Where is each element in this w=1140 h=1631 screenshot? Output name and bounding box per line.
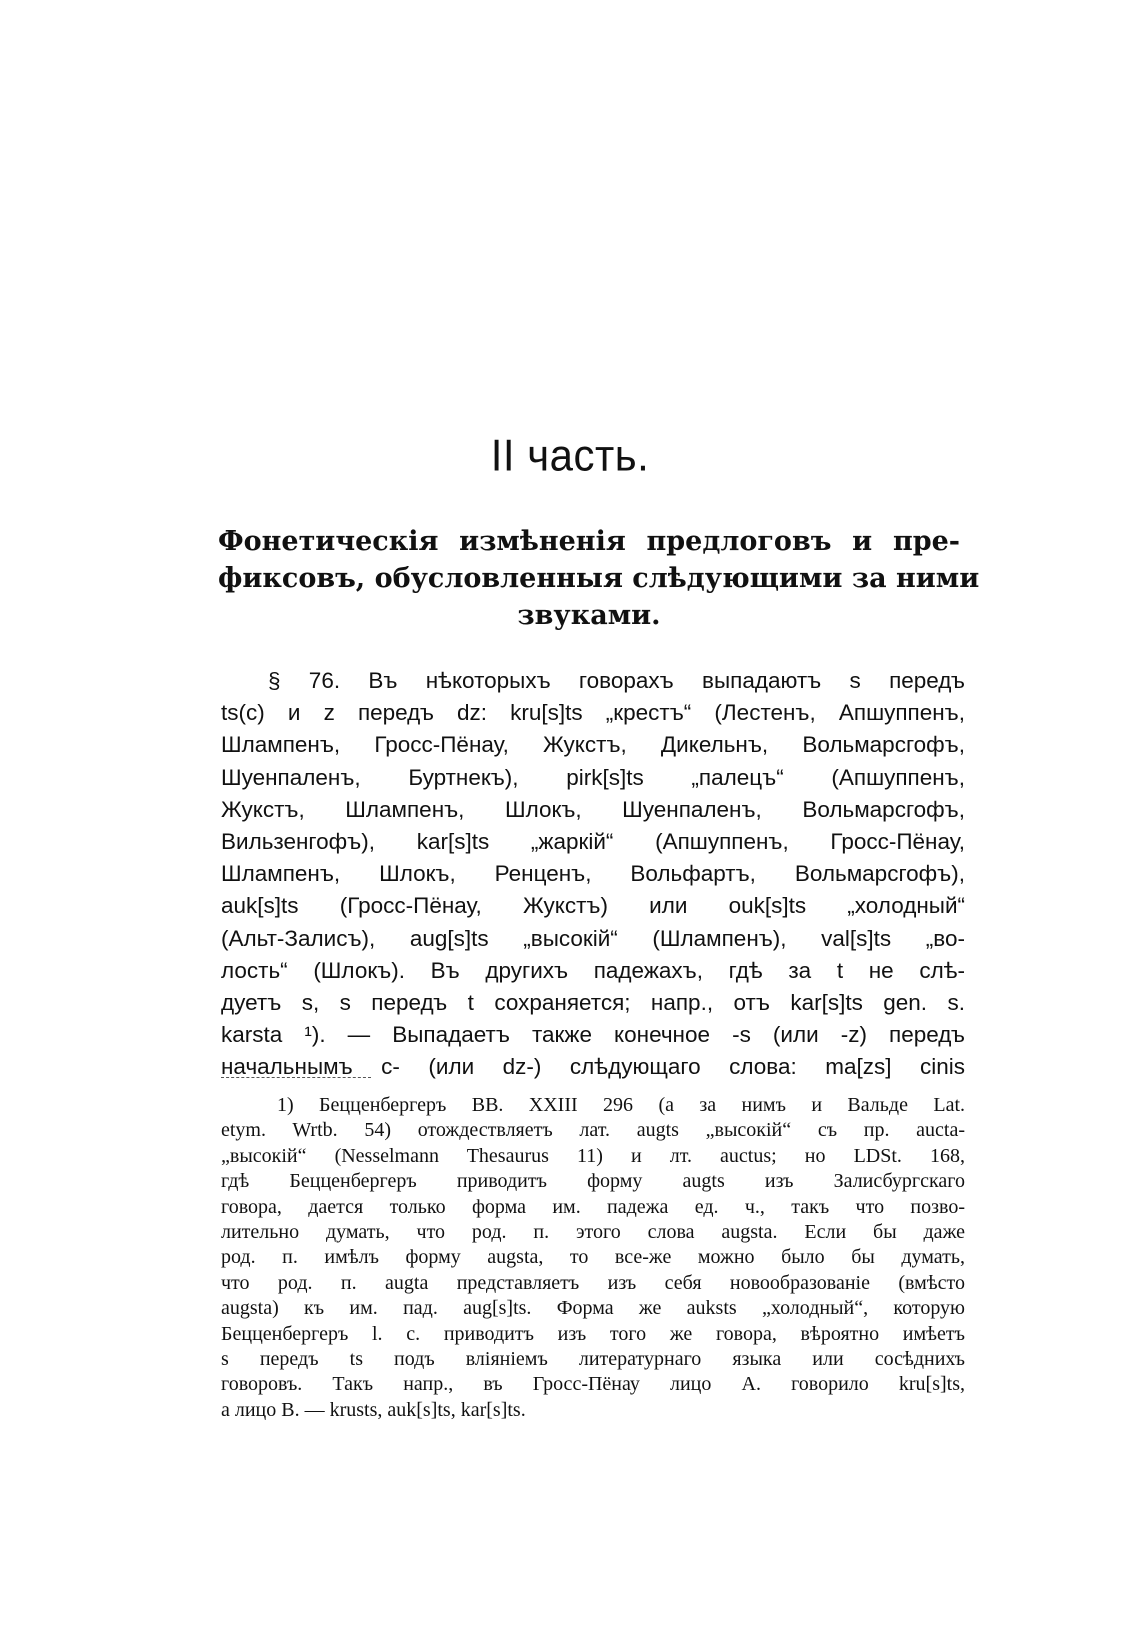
footnote-line: лительно думать, что род. п. этого слова augsta. Если бы даже bbox=[221, 1221, 965, 1244]
footnote-line: гдѣ Бецценбергеръ приводитъ форму augts изъ Залисбургскаго bbox=[221, 1170, 965, 1193]
paragraph-line: Шлампенъ, Гросс-Пёнау, Жукстъ, Дикельнъ, Вольмарсгофъ, bbox=[221, 732, 965, 758]
section-heading-line: звуками. bbox=[517, 600, 661, 631]
footnote-line: Бецценбергеръ l. c. приводитъ изъ того же говора, вѣроятно имѣетъ bbox=[221, 1322, 965, 1345]
footnote-line: говора, дается только форма им. падежа ед. ч., такъ что позво- bbox=[221, 1195, 965, 1218]
paragraph-line: Шлампенъ, Шлокъ, Ренценъ, Вольфартъ, Вольмарсгофъ), bbox=[221, 861, 965, 887]
footnote-line: 1) Бецценбергеръ BB. XXIII 296 (а за нимъ и Вальде Lat. bbox=[277, 1094, 965, 1116]
footnote-1 bbox=[221, 1093, 965, 1423]
paragraph-line: karsta ¹). — Выпадаетъ также конечное -s (или -z) передъ bbox=[221, 1022, 965, 1048]
footnote-line: etym. Wrtb. 54) отождествляетъ лат. augts „высокій“ съ пр. aucta- bbox=[221, 1119, 965, 1142]
footnote-line: augsta) къ им. пад. aug[s]ts. Форма же auksts „холодный“, которую bbox=[221, 1297, 965, 1320]
section-heading-line: Фонетическія измѣненія предлоговъ и пре- bbox=[218, 526, 960, 557]
paragraph-line: (Альт-Залисъ), aug[s]ts „высокій“ (Шлампенъ), val[s]ts „во- bbox=[221, 925, 965, 951]
paragraph-line: auk[s]ts (Гросс-Пёнау, Жукстъ) или ouk[s]ts „холодный“ bbox=[221, 893, 965, 919]
section-heading bbox=[218, 523, 980, 634]
paragraph-line: лость“ (Шлокъ). Въ другихъ падежахъ, гдѣ за t не слѣ- bbox=[221, 957, 965, 983]
footnote-line: а лицо В. — krusts, auk[s]ts, kar[s]ts. bbox=[221, 1398, 526, 1421]
footnote-line: говоровъ. Такъ напр., въ Гросс-Пёнау лицо А. говорило kru[s]ts, bbox=[221, 1373, 965, 1396]
footnote-divider bbox=[221, 1077, 371, 1078]
footnote-line: „высокій“ (Nesselmann Thesaurus 11) и лт. auctus; но LDSt. 168, bbox=[221, 1144, 965, 1167]
footnote-line: s передъ ts подъ вліяніемъ литературнаго языка или сосѣднихъ bbox=[221, 1348, 965, 1371]
paragraph-line: Шуенпаленъ, Буртнекъ), pirk[s]ts „палецъ“ (Апшуппенъ, bbox=[221, 764, 965, 790]
section-heading-line: фиксовъ, обусловленныя слѣдующими за ними bbox=[218, 563, 980, 594]
paragraph-line: дуетъ s, s передъ t сохраняется; напр., отъ kar[s]ts gen. s. bbox=[221, 990, 965, 1016]
paragraph-line: Вильзенгофъ), kar[s]ts „жаркій“ (Апшуппенъ, Гросс-Пёнау, bbox=[221, 829, 965, 855]
paragraph-line: § 76. Въ нѣкоторыхъ говорахъ выпадаютъ s передъ bbox=[268, 668, 965, 693]
footnote-line: что род. п. augta представляетъ изъ себя новообразованіе (вмѣсто bbox=[221, 1271, 965, 1294]
footnote-line: род. п. имѣлъ форму augsta, то все-же можно было бы думать, bbox=[221, 1246, 965, 1269]
paragraph-line: Жукстъ, Шлампенъ, Шлокъ, Шуенпаленъ, Вольмарсгофъ, bbox=[221, 796, 965, 822]
part-title: II часть. bbox=[490, 430, 650, 481]
paragraph-line: начальнымъ c- (или dz-) слѣдующаго слова: ma[zs] cinis bbox=[221, 1054, 965, 1080]
paragraph-76 bbox=[221, 665, 965, 1084]
paragraph-line: ts(c) и z передъ dz: kru[s]ts „крестъ“ (Лестенъ, Апшуппенъ, bbox=[221, 700, 965, 726]
